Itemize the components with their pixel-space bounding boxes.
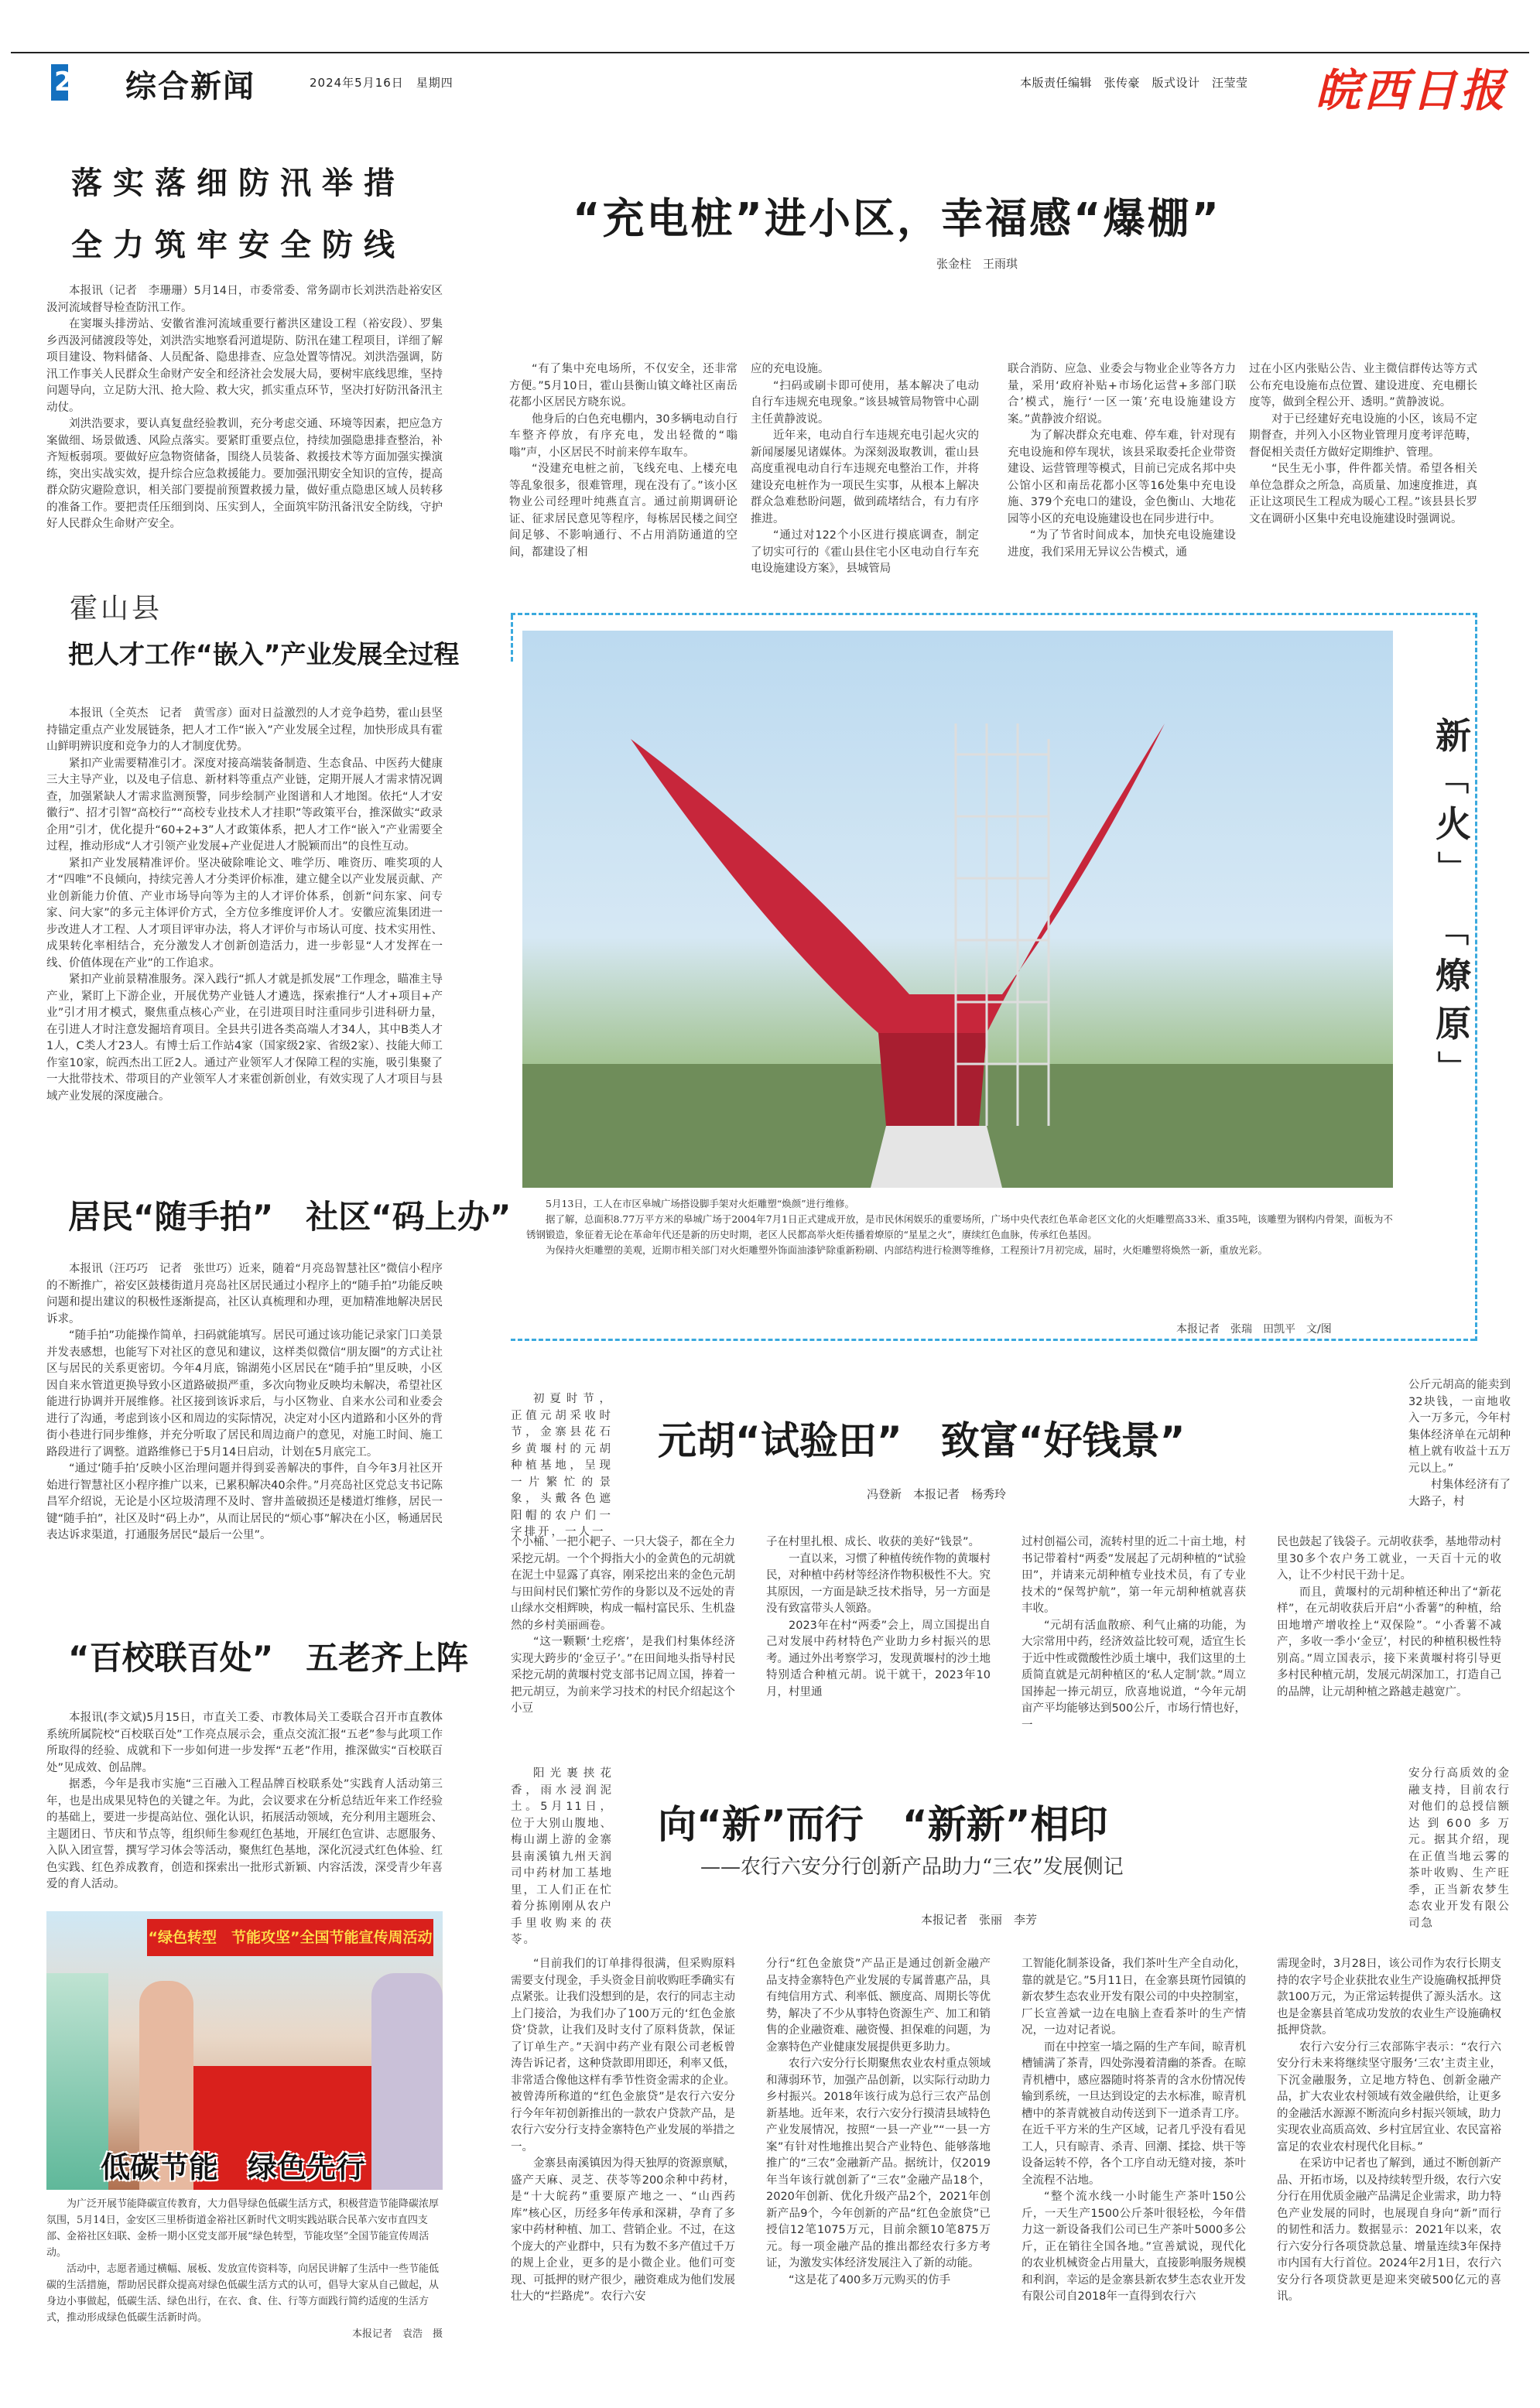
paragraph: 工智能化制茶设备，我们茶叶生产全自动化，靠的就是它。”5月11日，在金寨县斑竹园镇的新农梦生态农业开发有限公司的中央控制室，厂长宣善斌一边在电脑上查看茶叶的生产情况，一边对记者说。 xyxy=(1022,1958,1246,2037)
editor-credits: 本版责任编辑 张传豪 版式设计 汪莹莹 xyxy=(1020,76,1248,90)
vertical-title-char: 新 xyxy=(1436,715,1471,757)
paragraph: 村集体经济有了大路子，村 xyxy=(1408,1479,1511,1508)
paragraph: 他身后的白色充电棚内，30多辆电动自行车整齐停放，有序充电，发出轻微的“嗡嗡”声，小区居民不时前来停车取车。 xyxy=(509,412,737,459)
paragraph: 据悉，今年是我市实施“三百融入工程品牌百校联系处”实践育人活动第三年，也是出成果见特色的关键之年。为此，会议要求在分析总结近年来工作经验的基础上，要进一步提高站位、强化认识，拓展活动领域，充分利用主题班会、主题团日、节庆和节点等，组织师生参观红色基地，开展红色宣讲、志愿服务、入队入团宣誓，撰写学习体会等活动，聚焦红色基地，深化沉浸式红色体验、红色实践、红色养成教育，创造和探索出一批形式新颖、内容活泼，深受青少年喜爱的育人活动。 xyxy=(46,1778,443,1890)
article-lead-column xyxy=(511,1766,613,1949)
article-column xyxy=(1022,1956,1246,2306)
paragraph: 金寨县南溪镇因为得天独厚的资源禀赋，盛产天麻、灵芝、茯苓等200余种中药材，是“十大皖药”重要原产地之一、“山西药库”核心区，历经多年传承和深耕，孕育了多家中药材种植、加工、营销企业。不过，在这个庞大的产业群中，只有为数不多产值过千万的规上企业，更多的是小微企业。他们可变现、可抵押的财产很少，融资难成为他们发展壮大的“拦路虎”。农行六安 xyxy=(511,2157,735,2303)
article-body xyxy=(46,283,443,533)
paragraph: 5月13日，工人在市区皋城广场搭设脚手架对火炬雕塑“焕颜”进行维修。 xyxy=(546,1198,855,1209)
dashed-frame-left xyxy=(511,615,513,662)
article-subtitle: ——农行六安分行创新产品助力“三农”发展侧记 xyxy=(700,1856,1124,1879)
paragraph: “民生无小事，件件都关情。希望各相关单位急群众之所急，高质量、加速度推进，真正让这项民生工程成为暖心工程。”该县县长罗文在调研小区集中充电设施建设时强调说。 xyxy=(1249,463,1477,525)
event-banner: “绿色转型 节能攻坚”全国节能宣传周活动 xyxy=(147,1919,433,1956)
photo-caption xyxy=(526,1196,1393,1258)
paragraph: 2023年在村“两委”会上，周立国提出自己对发展中药材特色产业助力乡村振兴的思考。通过外出考察学习，发现黄堰村的沙土地特别适合种植元胡。说干就干，2023年10月，村里通 xyxy=(766,1619,991,1698)
article-column xyxy=(1022,1534,1246,1734)
article-body xyxy=(46,706,443,1105)
paragraph: “通过对122个小区进行摸底调查，制定了切实可行的《霍山县住宅小区电动自行车充电设施建设方案》，县城管局 xyxy=(751,529,979,575)
paragraph: 联合消防、应急、业委会与物业企业等各方力量，采用‘政府补贴+市场化运营+多部门联合’模式，施行‘一区一策’充电设施建设方案。”黄静波介绍说。 xyxy=(1008,363,1236,426)
paragraph: 为保持火炬雕塑的美观，近期市相关部门对火炬雕塑外饰面油漆铲除重新粉刷、内部结构进行检测等维修，工程预计7月初完成，届时，火炬雕塑将焕然一新，重放光彩。 xyxy=(546,1244,1268,1256)
article-headline: 把人才工作“嵌入”产业发展全过程 xyxy=(68,639,460,669)
article-body xyxy=(46,1261,443,1544)
paragraph: 紧扣产业需要精准引才。深度对接高端装备制造、生态食品、中医药大健康三大主导产业，以及电子信息、新材料等重点产业链，定期开展人才需求情况调查，加强紧缺人才需求监测预警，同步绘制产业图谱和人才地图。依托“人才安徽行”、招才引智“高校行”“高校专业技术人才挂职”等政策平台，推深做实“政录企用”引才，优化提升“60+2+3”人才政策体系，把人才工作“嵌入”产业需要全过程，推动形成“人才引领产业发展+产业促进人才脱颖而出”的良性互动。 xyxy=(46,757,443,853)
article-body xyxy=(46,1710,443,1893)
article-column xyxy=(1277,1534,1501,1701)
paragraph: 本报讯（汪巧巧 记者 张世巧）近来，随着“月亮岛智慧社区”微信小程序的不断推广，裕安区鼓楼街道月亮岛社区居民通过小程序上的“随手拍”功能反映问题和提出建议的积极性逐渐提高，社区认真梳理和办理，更加精准地解决居民诉求。 xyxy=(46,1263,443,1325)
torch-base xyxy=(878,1033,987,1126)
paragraph: “扫码或刷卡即可使用，基本解决了电动自行车违规充电现象。”该县城管局物管中心副主任黄静波说。 xyxy=(751,379,979,426)
paragraph: 一直以来，习惯了种植传统作物的黄堰村民，对种植中药材等经济作物积极性不大。究其原因，一方面是缺乏技术指导，另一方面是没有致富带头人领路。 xyxy=(766,1552,991,1615)
display-board xyxy=(46,1973,108,2190)
article-right-column xyxy=(1408,1377,1511,1510)
photo-credit: 本报记者 袁浩 摄 xyxy=(351,2328,443,2340)
paragraph: 为广泛开展节能降碳宣传教育，大力倡导绿色低碳生活方式，积极营造节能降碳浓厚氛围，5月14日，金安区三里桥街道金裕社区新时代文明实践站联合民革六安市直四支部、金裕社区妇联、金桥一期小区党支部开展“绿色转型，节能攻坚”全国节能宣传周活动。 xyxy=(46,2198,440,2259)
paragraph: 刘洪浩要求，要认真复盘经验教训，充分考虑交通、环境等因素，把应急方案做细、场景做透、风险点落实。要紧盯重要点位，持续加强隐患排查整治，补齐短板弱项。要做好应急物资储备，围绕人员装备、救援技术等方面加强实操演练，突出实战实效，提升综合应急救援能力。要加强汛期安全知识的宣传，提高群众防灾避险意识，相关部门要提前预置救援力量，做好重点隐患区域人员转移的准备工作。要把责任压细到岗、压实到人，全面筑牢防汛备汛安全防线，守护好人民群众生命财产安全。 xyxy=(46,418,443,530)
paragraph: 农行六安分行长期聚焦农业农村重点领域和薄弱环节，加强产品创新，以实际行动助力乡村振兴。2018年该行成为总行三农产品创新基地。近年来，农行六安分行摸清县域特色产业发展情况，按照“一县一产业”“一县一方案”有针对性地推出契合产业特色、能够落地推广的“三农”金融新产品。据统计，仅2019年当年该行就创新了“三农”金融产品18个，2020年创新、优化升级产品2个，2021年创新产品9个，今年创新的产品“红色金旅贷”已授信12笔1075万元，目前余额10笔875万元。每一项金融产品的推出都经农行多方考证，为激发实体经济发展注入了新的动能。 xyxy=(766,2057,991,2269)
paragraph: “随手拍”功能操作简单，扫码就能填写。居民可通过该功能记录家门口美景并发表感想，也能写下对社区的意见和建议，这样类似微信“朋友圈”的方式让社区与居民的关系更密切。今年4月底，锦湖苑小区居民在“随手拍”里反映，小区因自来水管道更换导致小区道路破损严重，多次向物业反映均未解决，希望社区能进行协调并开展维修。社区接到该诉求后，与小区物业、自来水公司和业委会进行了沟通，考虑到该小区和周边的实际情况，决定对小区内道路和小区外的背街小巷进行同步维修，并充分听取了居民和周边商户的意见，对施工时间、施工路段进行了调整。道路维修已于5月14日启动，计划在5月底完工。 xyxy=(46,1329,443,1459)
article-headline: “充电桩”进小区，幸福感“爆棚” xyxy=(573,194,1221,243)
event-photo xyxy=(46,1911,443,2190)
dashed-frame-bottom xyxy=(511,1339,1475,1341)
bracket-close-icon: ﹂ xyxy=(1438,1049,1469,1086)
paragraph: 阳光裹挟花香，雨水浸润泥土。5月11日，位于大别山腹地、梅山湖上游的金寨县南溪镇九州天润司中药材加工基地里，工人们正在忙着分拣刚刚从农户手里收购来的茯苓。 xyxy=(511,1767,613,1946)
article-lead-column xyxy=(511,1391,613,1541)
article-column xyxy=(1277,1956,1501,2306)
paragraph: “为了节省时间成本，加快充电设施建设进度，我们采用无异议公告模式，通 xyxy=(1008,529,1236,559)
article-headline-line1: 落实落细防汛举措 xyxy=(71,166,406,201)
paragraph: “有了集中充电场所，不仅安全，还非常方便。”5月10日，霍山县衡山镇文峰社区南岳花都小区居民方晓东说。 xyxy=(509,363,737,409)
paragraph: 民也鼓起了钱袋子。元胡收获季，基地带动村里30多个农户务工就业，一天百十元的收入，让不少村民干劲十足。 xyxy=(1277,1536,1501,1582)
article-column xyxy=(511,1956,735,2306)
article-headline: 居民“随手拍” 社区“码上办” xyxy=(68,1198,512,1236)
paragraph: 过村创福公司，流转村里的近二十亩土地，村书记带着村“两委”发展起了元胡种植的“试验田”，并请来元胡种植专业技术员，有了专业技术的“保驾护航”，第一年元胡种植就喜获丰收。 xyxy=(1022,1536,1246,1615)
vertical-title xyxy=(1430,712,1477,1088)
article-kicker: 霍山县 xyxy=(70,593,163,624)
paragraph: 需现金时，3月28日，该公司作为农行长期支持的农字号企业获批农业生产设施确权抵押贷款100万元，为正常运转提供了源头活水。这也是金寨县首笔成功发放的农业生产设施确权抵押贷款。 xyxy=(1277,1958,1501,2037)
photo-credit: 本报记者 张瑞 田凯平 文/图 xyxy=(1176,1323,1332,1336)
article-headline-line2: 全力筑牢安全防线 xyxy=(71,227,406,263)
vertical-title-char: 火 xyxy=(1436,803,1471,845)
paragraph: 据了解，总面积8.77万平方米的皋城广场于2004年7月1日正式建成开放，是市民休闲娱乐的重要场所，广场中央代表红色革命老区文化的火炬雕塑高33米、重35吨，该雕塑为钢构内骨架，面板为不锈钢锻造，象征着无论在革命年代还是新的历史时期，老区人民都高举火炬传播着燎原的“星星之火”，赓续红色血脉，传承红色基因。 xyxy=(526,1213,1393,1240)
paragraph: “这一颗颗‘土疙瘩’，是我们村集体经济实现大跨步的‘金豆子’。”在田间地头指导村民采挖元胡的黄堰村党支部书记周立国，捧着一把元胡豆，为前来学习技术的村民介绍起这个小豆 xyxy=(511,1636,735,1715)
paragraph: “没建充电桩之前，飞线充电、上楼充电等乱象很多，很难管理，现在没有了。”该小区物业公司经理叶纯燕直言。通过前期调研论证、征求居民意见等程序，每栋居民楼之间空间足够、不影响通行、不占用消防通道的空间，都建设了相 xyxy=(509,463,737,559)
paragraph: 在采访中记者也了解到，通过不断创新产品、开拓市场，以及持续转型升级，农行六安分行在用优质金融产品满足企业需求，助力特色产业发展的同时，也展现自身向“新”而行的韧性和活力。数据显示：2021年以来，农行六安分行各项贷款总量、增量连续3年保持市内国有大行首位。2024年2月1日，农行六安分行各项贷款更是迎来突破500亿元的喜讯。 xyxy=(1277,2157,1501,2303)
paragraph: 分行“红色金旅贷”产品正是通过创新金融产品支持金寨特色产业发展的专属普惠产品，具有纯信用方式、利率低、额度高、周期长等优势，解决了不少从事特色资源生产、加工和销售的企业融资难、融资慢、担保难的问题，为金寨特色产业健康发展提供更多助力。 xyxy=(766,1958,991,2054)
section-title: 综合新闻 xyxy=(125,69,255,104)
torch-sculpture-illustration xyxy=(522,631,1393,1188)
photo-title: 低碳节能 绿色先行 xyxy=(101,2150,366,2184)
paragraph: 在窦堰头排涝站、安徽省淮河流域重要行蓄洪区建设工程（裕安段）、罗集乡西汲河储渡段等处，刘洪浩实地察看河道堤防、防汛在建工程项目，详细了解项目建设、物料储备、人员配备、隐患排查、应急处置等情况。刘洪浩强调，防汛工作事关人民群众生命财产安全和经济社会发展大局，要树牢底线思维，坚持问题导向，立足防大汛、抢大险、救大灾，抓实重点环节，坚决打好防汛备汛主动仗。 xyxy=(46,318,443,414)
article-headline: 向“新”而行 “新新”相印 xyxy=(658,1802,1108,1847)
article-byline: 冯登新 本报记者 杨秀玲 xyxy=(867,1487,1007,1501)
paragraph: 应的充电设施。 xyxy=(751,363,830,375)
article-byline: 张金柱 王雨琪 xyxy=(936,257,1018,271)
article-column xyxy=(509,361,737,561)
paragraph: 本报讯（记者 李珊珊）5月14日，市委常委、常务副市长刘洪浩赴裕安区汲河流域督导检查防汛工作。 xyxy=(46,285,443,314)
paragraph: 对于已经建好充电设施的小区，该局不定期督查，并列入小区物业管理月度考评范畴，督促相关责任方做好定期维护、管理。 xyxy=(1249,412,1477,459)
article-headline: 元胡“试验田” 致富“好钱景” xyxy=(658,1418,1186,1463)
paragraph: 而在中控室一墙之隔的生产车间，晾青机槽铺满了茶青，四处弥漫着清幽的茶香。在晾青机槽中，感应器随时将茶青的含水份情况传输到系统，一旦达到设定的去水标准，晾青机槽中的茶青就被自动传送到下一道杀青工序。在近千平方米的生产区域，记者几乎没有看见工人，只有晾青、杀青、回潮、揉捻、烘干等设备运转不停，各个工序自动无缝对接，茶叶全流程不沾地。 xyxy=(1022,2040,1246,2187)
article-column xyxy=(1008,361,1236,561)
paragraph: 而且，黄堰村的元胡种植还种出了“新花样”，在元胡收获后开启“小香薯”的种植，给田地增产增收拴上“双保险”。“小香薯不减产，多收一季小‘金豆’，村民的种植积极性特别高。”周立国表示，接下来黄堰村将引导更多村民种植元胡，发展元胡深加工，打造自己的品牌，让元胡种植之路越走越宽广。 xyxy=(1277,1585,1501,1698)
article-column xyxy=(511,1534,735,1718)
paragraph: “通过‘随手拍’反映小区治理问题并得到妥善解决的事件，自今年3月社区开始进行智慧社区小程序推广以来，已累积解决40余件。”月亮岛社区党总支书记陈昌军介绍说，无论是小区垃圾清理不及时、窨井盖破损还是楼道灯维修，居民一键“随手拍”，社区及时“码上办”，从而让居民的“烦心事”解决在小区，畅通居民表达诉求渠道，打通服务居民“最后一公里”。 xyxy=(46,1462,443,1541)
paragraph: 公斤元胡高的能卖到32块钱，一亩地收入一万多元，今年村集体经济单在元胡种植上就有收益十五万元以上。” xyxy=(1408,1379,1511,1475)
paragraph: “目前我们的订单排得很满，但采购原料需要支付现金，手头资金目前收购旺季确实有点紧张。让我们没想到的是，农行的同志主动上门接洽，为我们办了100万元的‘红色金旅贷’贷款，让我们及时支付了原料货款，保证了订单生产。”天润中药产业有限公司老板曾涛告诉记者，这种贷款即用即还，利率又低，非常适合像他这样有季节性资金需求的企业。被曾涛所称道的“红色金旅贷”是农行六安分行今年年初创新推出的一款农户贷款产品，是农行六安分行支持金寨特色产业发展的举措之一。 xyxy=(511,1958,735,2153)
person-figure xyxy=(371,1973,443,2190)
paragraph: 近年来，电动自行车违规充电引起火灾的新闻屡屡见诸媒体。为深刻汲取教训，霍山县高度重视电动自行车违规充电整治工作，并将建设充电桩作为一项民生实事，从根本上解决群众急难愁盼问题，做到疏堵结合，有力有序推进。 xyxy=(751,429,979,525)
article-column xyxy=(1249,361,1477,528)
paragraph: 初夏时节，正值元胡采收时节，金寨县花石乡黄堰村的元胡种植基地，呈现一片繁忙的景象，头戴各色遮阳帽的农户们一字排开，一人一 xyxy=(511,1393,613,1538)
paragraph: 农行六安分行三农部陈宇表示：“农行六安分行未来将继续坚守服务‘三农’主责主业，下沉金融服务，立足地方特色、创新金融产品，扩大农业农村领域有效金融供给，让更多的金融活水源源不断流向乡村振兴领域，助力实现农业高质高效、乡村宜居宜业、农民富裕富足的农业农村现代化目标。” xyxy=(1277,2040,1501,2153)
article-column xyxy=(766,1534,991,1701)
paragraph: 子在村里扎根、成长、收获的美好“钱景”。 xyxy=(766,1536,980,1548)
masthead-rule xyxy=(11,52,1529,53)
bracket-open-icon: ﹁ xyxy=(1438,913,1469,949)
page-number-badge: 2 xyxy=(51,64,68,101)
paragraph: 紧扣产业前景精准服务。深入践行“抓人才就是抓发展”工作理念，瞄准主导产业，紧盯上下游企业，开展优势产业链人才遴选，探索推行“人才+项目+产业”引才用才模式，聚焦重点核心产业，在引进项目时注重同步引进科研力量，在引进人才时注意发掘培育项目。全县共引进各类高端人才34人，其中B类人才1人，C类人才23人。有博士后工作站4家（国家级2家、省级2家）、技能大师工作室10家，皖西杰出工匠2人。通过产业领军人才保障工程的实施，吸引集聚了一大批带技术、带项目的产业领军人才来霍创新创业，有效实现了人才项目与县域产业发展的深度融合。 xyxy=(46,973,443,1103)
bracket-open-icon: ﹁ xyxy=(1438,761,1469,798)
vertical-title-char: 原 xyxy=(1436,1003,1471,1045)
vertical-title-char: 燎 xyxy=(1436,955,1471,997)
paragraph: “整个流水线一小时能生产茶叶150公斤，一天生产1500公斤茶叶很轻松，今年借力这一新设备我们公司已生产茶叶5000多公斤，正在销往全国各地。”宣善斌说，现代化的农业机械资金占用量大，直接影响服务规模和利润，幸运的是金寨县新农梦生态农业开发有限公司自2018年一直得到农行六 xyxy=(1022,2191,1246,2303)
article-right-column xyxy=(1408,1766,1511,1932)
paragraph: 本报讯(李文斌)5月15日，市直关工委、市教体局关工委联合召开市直教体系统所属院校“百校联百处”工作亮点展示会，重点交流汇报“五老”参与此项工作所取得的经验、成就和下一步如何进一步发挥“五老”作用，推深做实“百校联百处”见成效、创品牌。 xyxy=(46,1712,443,1774)
article-column xyxy=(751,361,979,578)
photo-caption xyxy=(46,2196,443,2342)
article-column xyxy=(766,1956,991,2289)
paragraph: 紧扣产业发展精准评价。坚决破除唯论文、唯学历、唯资历、唯奖项的人才“四唯”不良倾向，持续完善人才分类评价标准，建立健全以产业发展贡献、产业创新能力价值、产业市场导向等为主的人才评价体系，创新“问东家、问专家、问大家”的多元主体评价方式，全方位多维度评价人才。安徽应流集团进一步改进人才工程、人才项目评审办法，将人才评价与市场认可度、技术实用性、成果转化率相结合，充分激发人才创新创造活力，进一步彰显“人才发挥在一线、价值体现在产业”的工作追求。 xyxy=(46,857,443,970)
bracket-close-icon: ﹂ xyxy=(1438,850,1469,886)
issue-date: 2024年5月16日 星期四 xyxy=(310,76,453,90)
paragraph: 过在小区内张贴公告、业主微信群传达等方式公布充电设施布点位置、建设进度、充电棚长度等，做到全程公开、透明。”黄静波说。 xyxy=(1249,363,1477,409)
paragraph: 活动中，志愿者通过横幅、展板、发放宣传资料等，向居民讲解了生活中一些节能低碳的生活措施，帮助居民群众提高对绿色低碳生活方式的认可，倡导大家从自己做起，从身边小事做起，低碳生活、绿色出行，在衣、食、住、行等方面践行简约适度的生活方式，推动形成绿色低碳生活新时尚。 xyxy=(46,2263,440,2324)
paragraph: 个小桶、一把小耙子、一只大袋子，都在全力采挖元胡。一个个拇指大小的金黄色的元胡就在泥土中显露了真容，刚采挖出来的金色元胡与田间村民们繁忙劳作的身影以及不远处的青山绿水交相辉映，构成一幅村富民乐、生机盎然的乡村美丽画卷。 xyxy=(511,1536,735,1632)
paragraph: 安分行高质效的金融支持，目前农行对他们的总授信额达到600多万元。据其介绍，现在正值当地云雾的茶叶收购、生产旺季，正当新农梦生态农业开发有限公司急 xyxy=(1408,1767,1511,1930)
paragraph: 本报讯（全英杰 记者 黄雪彦）面对日益激烈的人才竞争趋势，霍山县坚持锚定重点产业发展链条，把人才工作“嵌入”产业发展全过程，加快形成具有霍山鲜明辨识度和竞争力的人才制度优势。 xyxy=(46,707,443,753)
article-byline: 本报记者 张丽 李芳 xyxy=(921,1913,1038,1927)
plaza xyxy=(871,1126,1002,1188)
article-headline: “百校联百处” 五老齐上阵 xyxy=(68,1639,469,1677)
paragraph: “这是花了400多万元购买的仿手 xyxy=(789,2273,951,2287)
paragraph: “元胡有活血散瘀、利气止痛的功能，为大宗常用中药，经济效益比较可观，适宜生长于近中性或微酸性沙质土壤中，我们这里的土质简直就是元胡种植区的‘私人定制’款。”周立国捧起一捧元胡豆，欣喜地说道，“今年元胡亩产平均能够达到500公斤，市场行情也好，一 xyxy=(1022,1619,1246,1732)
paragraph: 为了解决群众充电难、停车难，针对现有充电设施和停车现状，该县采取委托企业带资建设、运营管理等模式，目前已完成名邦中央公馆小区和南岳花都小区等16处集中充电设施、379个充电口的建设，金色衡山、大地花园等小区的充电设施建设也在同步进行中。 xyxy=(1008,429,1236,525)
torch-sculpture-photo xyxy=(522,631,1393,1188)
newspaper-logo: 皖西日报 xyxy=(1316,64,1508,117)
torch-flame-shape xyxy=(631,723,1165,1033)
